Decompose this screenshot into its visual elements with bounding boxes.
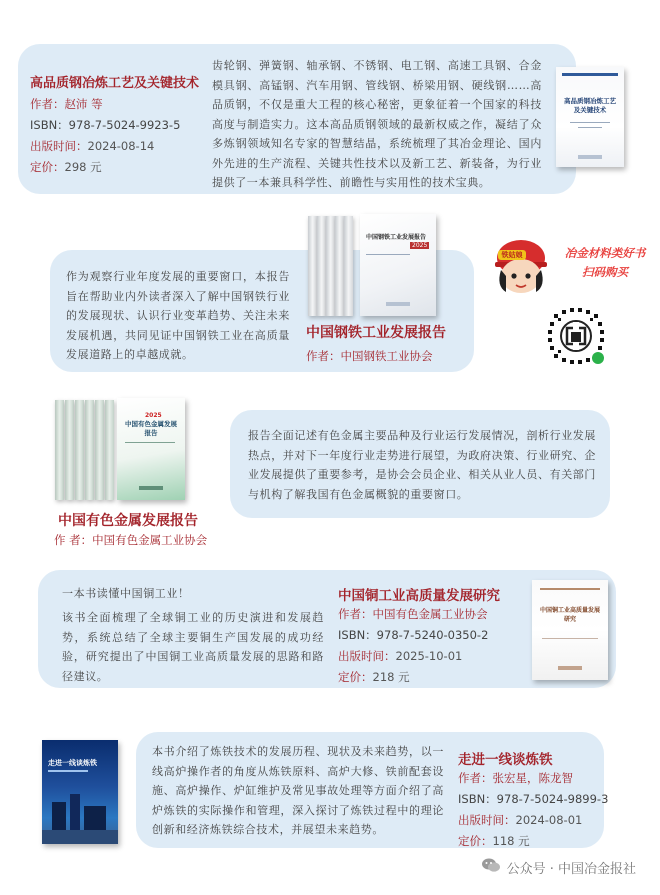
cover-title: 中国铜工业高质量发展研究 (540, 607, 601, 623)
footer-watermark (481, 857, 636, 877)
book-title: 中国铜工业高质量发展研究 (338, 588, 500, 604)
book-meta: 作 者：中国有色金属工业协会 (54, 533, 208, 547)
book-description: 本书介绍了炼铁技术的发展历程、现状及未来趋势，以一线高炉操作者的角度从炼铁原料、高炉大修、铁前配套设施、高炉操作、炉缸维护及常见事故处理等方面介绍了高炉炼铁的实际操作和管理，深入探讨了炼铁过程中的理论创新和经济炼铁综合技术，并展望未来趋势。 (152, 745, 444, 836)
cover-year: 2025 (412, 242, 428, 249)
promo-text: 冶金材料类好书 扫码购买 (564, 246, 646, 279)
wechat-icon (481, 857, 501, 877)
book-description: 报告全面记述有色金属主要品种及行业运行发展情况，剖析行业发展热点，并对下一年度行业走势进行展望，为政府决策、行业研究、企业发展提供了重要参考，是协会会员企业、相关从业人员、有关部门与机构了解我国有色金属概貌的重要窗口。 (248, 429, 596, 501)
book-cover[interactable] (532, 580, 608, 680)
book-title: 走进一线谈炼铁 (458, 752, 553, 768)
mascot-avatar (486, 236, 556, 296)
cover-title: 中国有色金属发展报告 (125, 420, 177, 437)
book-meta: 作者：中国有色金属工业协会 ISBN：978-7-5240-0350-2 出版时间：2025-10-01 定价：218 元 (338, 607, 489, 684)
mascot-label: 铁姑娘 (501, 251, 523, 259)
book-description: 该书全面梳理了全球铜工业的历史演进和发展趋势，系统总结了全球主要铜生产国发展的成功经验，研究提出了中国铜工业高质量发展的思路和路径建议。 (62, 611, 324, 683)
book-title: 高品质钢冶炼工艺及关键技术 (30, 76, 200, 91)
cover-title: 中国钢铁工业发展报告 (366, 234, 427, 241)
book-meta: 作者：中国钢铁工业协会 (306, 349, 433, 363)
book-title: 中国钢铁工业发展报告 (306, 325, 446, 341)
book-meta: 作者：赵沛 等 ISBN：978-7-5024-9923-5 出版时间：2024-08-14 定价：298 元 (30, 97, 181, 174)
cover-title: 走进一线谈炼铁 (48, 759, 97, 767)
book-description: 齿轮钢、弹簧钢、轴承钢、不锈钢、电工钢、高速工具钢、合金模具钢、高锰钢、汽车用钢、管线钢、桥梁用钢、硬线钢……高品质钢，不仅是重大工程的核心秘密，更象征着一个国家的科技高度与制造实力。这本高品质钢领域的最新权威之作，凝结了众多炼钢领域知名专家的智慧结晶，系统梳理了其冶金理论、国内外先进的生产流程、关键共性技术以及新工艺、新装备，为行业提供了一本兼具科学性、前瞻性与实用性的技术宝典。 (212, 59, 542, 189)
cover-year: 2025 (145, 412, 162, 419)
book-cover[interactable] (556, 67, 624, 167)
cover-title: 高品质钢冶炼工艺及关键技术 (564, 97, 616, 114)
book-description: 作为观察行业年度发展的重要窗口，本报告旨在帮助业内外读者深入了解中国钢铁行业的发展现状、认识行业变革趋势、关注未来发展机遇，共同见证中国钢铁工业在高质量发展道路上的卓越成就。 (66, 270, 290, 361)
book-cover[interactable] (55, 396, 187, 502)
book-cover[interactable] (308, 214, 438, 318)
footer-text: 公众号 · 中国冶金报社 (506, 861, 636, 877)
book-title: 中国有色金属发展报告 (58, 513, 198, 529)
book-cover[interactable] (42, 740, 118, 844)
qr-code[interactable] (540, 300, 612, 372)
book-intro: 一本书读懂中国铜工业！ (62, 587, 190, 600)
book-meta: 作者：张宏星，陈龙智 ISBN：978-7-5024-9899-3 出版时间：2024-08-01 定价：118 元 (458, 771, 609, 848)
